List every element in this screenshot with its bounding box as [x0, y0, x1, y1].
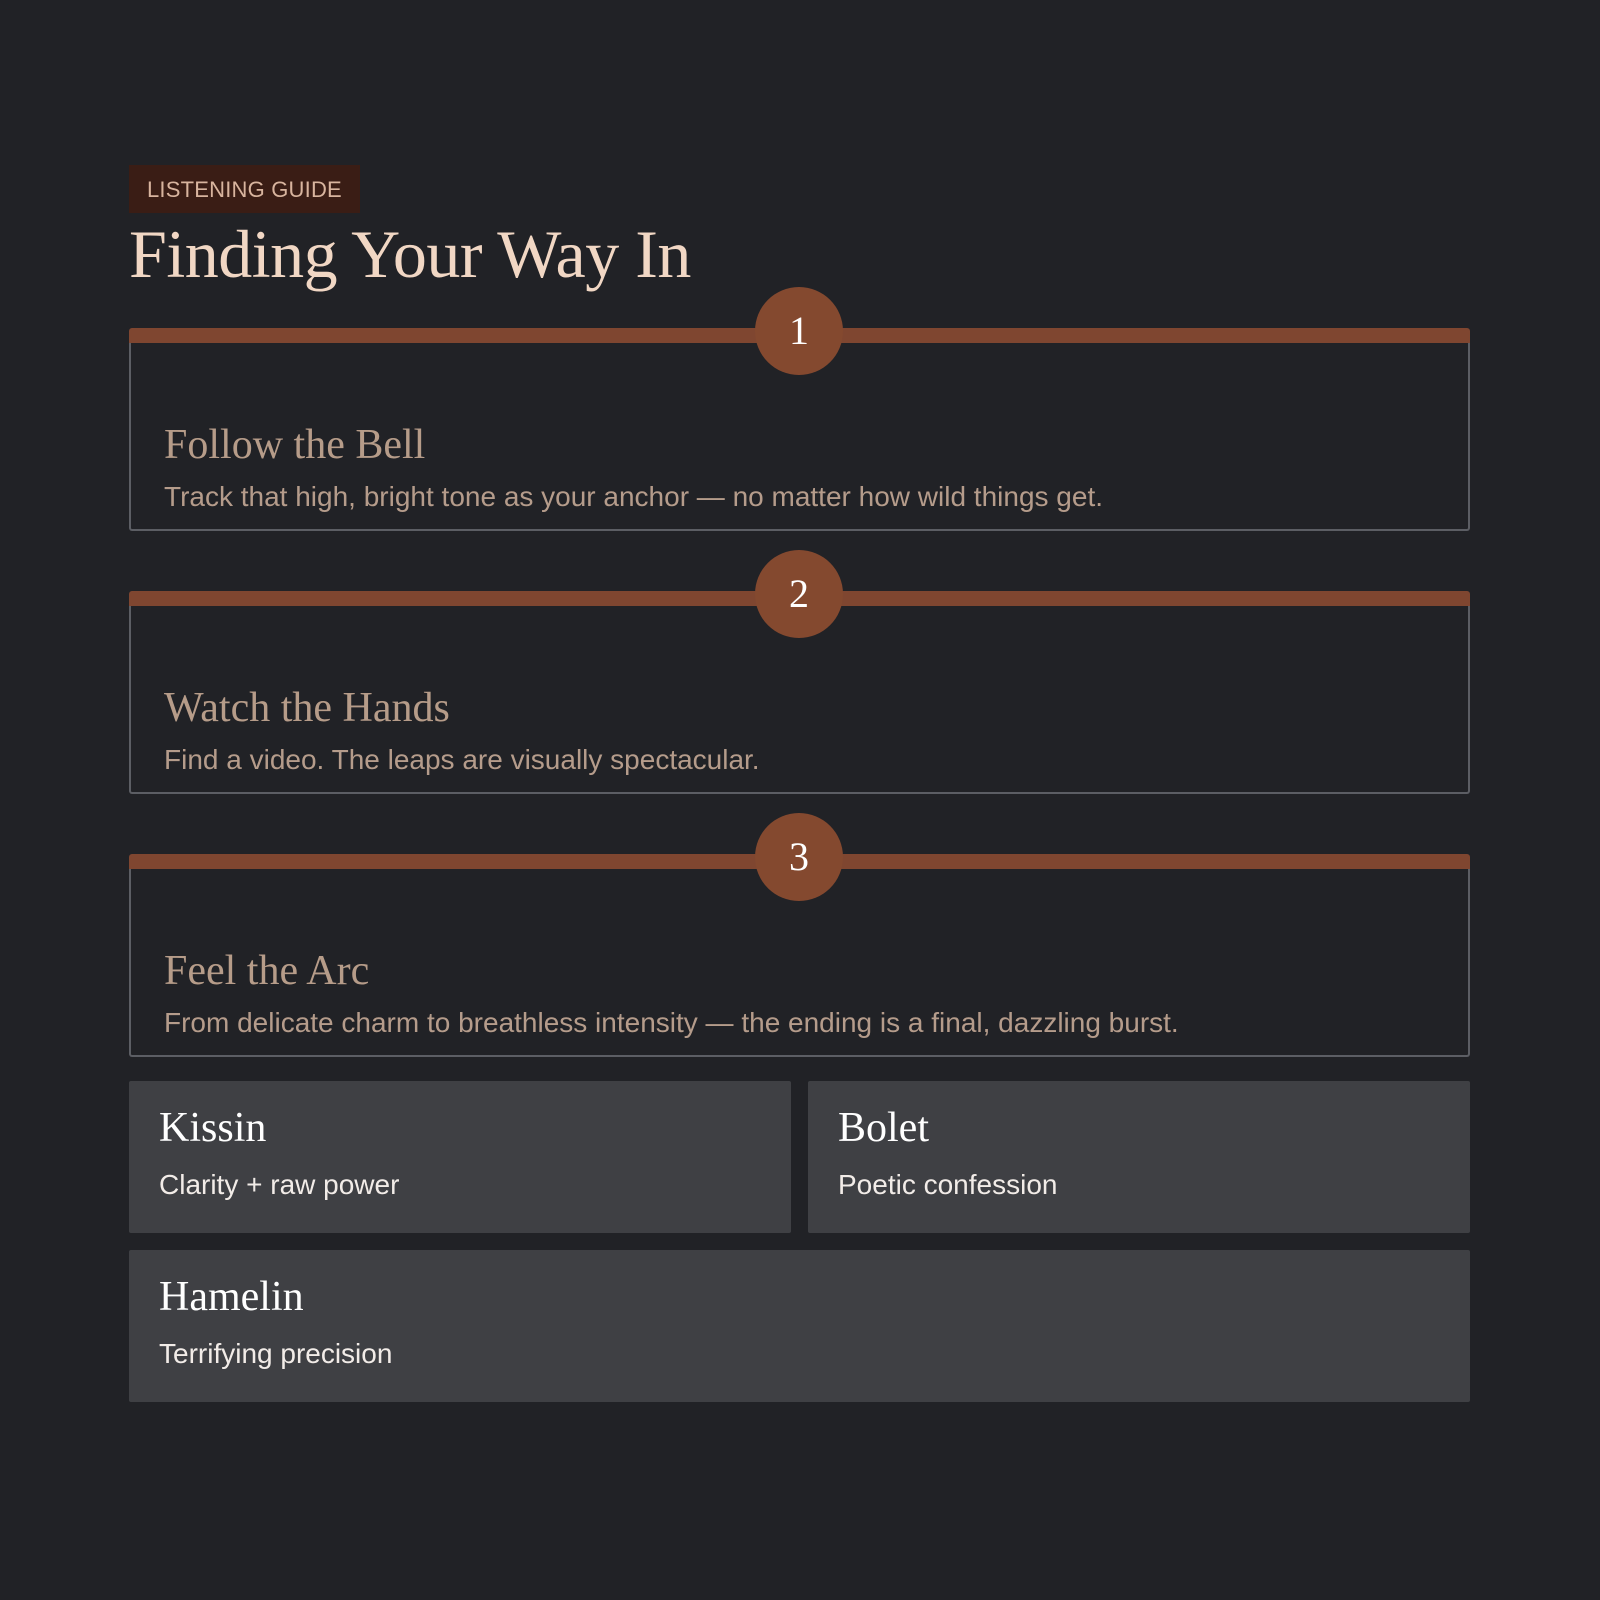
performer-description: Poetic confession	[838, 1169, 1058, 1200]
performer-description: Clarity + raw power	[159, 1169, 400, 1200]
performer-name: Hamelin	[159, 1274, 304, 1320]
step-number-badge: 3	[755, 813, 843, 901]
eyebrow-badge: LISTENING GUIDE	[129, 165, 360, 213]
step-card	[129, 308, 1470, 533]
listening-guide	[129, 165, 1470, 1402]
step-card	[129, 571, 1470, 796]
performer-name: Bolet	[838, 1105, 929, 1151]
performer-card-bolet	[808, 1081, 1470, 1233]
steps-list	[129, 308, 1470, 1059]
performer-card-kissin	[129, 1081, 791, 1233]
performer-name: Kissin	[159, 1105, 267, 1151]
page-title: Finding Your Way In	[129, 216, 691, 292]
performer-cards	[129, 1081, 1470, 1402]
step-description: From delicate charm to breathless intensity — the ending is a final, dazzling burst.	[164, 1007, 1179, 1038]
step-title: Feel the Arc	[164, 948, 370, 994]
step-card	[129, 834, 1470, 1059]
step-title: Follow the Bell	[164, 422, 426, 468]
step-number-badge: 2	[755, 550, 843, 638]
performer-description: Terrifying precision	[159, 1338, 393, 1369]
step-number-badge: 1	[755, 287, 843, 375]
step-title: Watch the Hands	[164, 685, 450, 731]
step-description: Find a video. The leaps are visually spectacular.	[164, 744, 760, 775]
performer-card-hamelin	[129, 1250, 1470, 1402]
step-description: Track that high, bright tone as your anchor — no matter how wild things get.	[164, 481, 1103, 512]
